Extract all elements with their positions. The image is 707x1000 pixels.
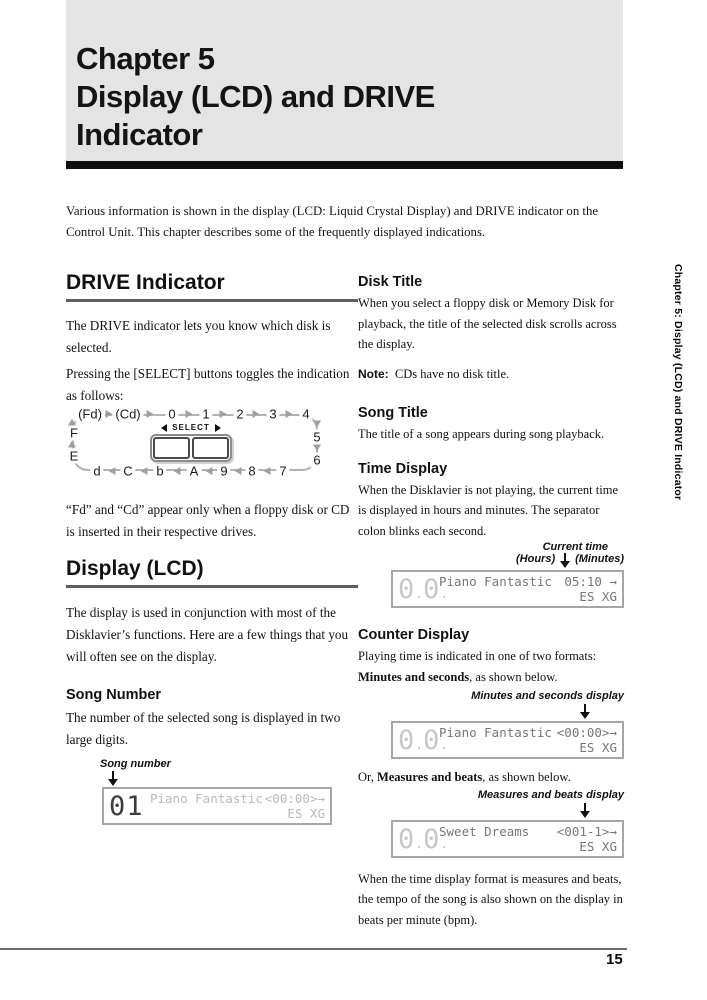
hours-minutes-callout <box>358 553 624 569</box>
chapter-title-block <box>66 0 623 169</box>
select-forward-button <box>192 437 229 459</box>
lcd-status: ES XG <box>579 838 617 854</box>
drive-indicator-heading: DRIVE Indicator <box>66 271 225 294</box>
chapter-title <box>76 40 435 154</box>
or-paragraph <box>358 767 624 788</box>
hours-label: (Hours) <box>516 553 556 565</box>
title-underline-bar <box>66 161 623 169</box>
song-title-paragraph: The title of a song appears during song playback. <box>358 427 605 441</box>
counter-text-bold: Minutes and seconds <box>358 669 470 684</box>
callout-down-arrow-icon <box>580 803 590 819</box>
current-time-callout-label: Current time <box>542 541 608 553</box>
lcd-song-title: Piano Fantastic <box>150 791 263 806</box>
select-right-arrow-icon <box>215 424 221 432</box>
footer-rule <box>0 948 627 950</box>
lcd-song-title: Sweet Dreams <box>439 823 530 839</box>
drive-label-5: 5 <box>310 430 323 445</box>
drive-label-3: 3 <box>266 407 279 422</box>
song-number-callout-label: Song number <box>100 758 171 770</box>
drive-label-7: 7 <box>276 464 289 479</box>
or-text-pre: Or, <box>358 770 377 784</box>
lcd-counter: <001-1>→ <box>556 823 617 839</box>
drive-label-d: d <box>90 464 103 479</box>
select-back-button <box>153 437 190 459</box>
drive-cycle-diagram <box>66 401 358 489</box>
arrow-right-icon <box>147 410 154 418</box>
arrow-down-icon <box>313 445 321 452</box>
note-label: Note: <box>358 366 389 381</box>
lcd-song-digits: 01 <box>109 791 144 822</box>
lcd-status: ES XG <box>579 740 617 755</box>
select-left-arrow-icon <box>161 424 167 432</box>
lcd-display-minutes-seconds <box>391 721 624 759</box>
or-text-post: , as shown below. <box>482 770 571 784</box>
select-buttons <box>150 434 232 462</box>
counter-display-paragraph <box>358 646 624 687</box>
counter-text-pre: Playing time is indicated in one of two formats: <box>358 649 597 663</box>
drive-label-9: 9 <box>217 464 230 479</box>
drive-label-2: 2 <box>233 407 246 422</box>
arrow-right-icon <box>186 410 193 418</box>
right-column <box>358 262 624 930</box>
song-title-heading: Song Title <box>358 405 428 421</box>
page-number: 15 <box>606 951 623 968</box>
song-number-paragraph: The number of the selected song is displayed in two large digits. <box>66 710 341 747</box>
lcd-ghost-digits: 0.0. <box>398 574 449 605</box>
arrow-up-icon <box>68 441 76 448</box>
disk-title-heading: Disk Title <box>358 274 423 290</box>
lcd-ghost-digits: 0.0. <box>398 823 449 855</box>
song-number-heading: Song Number <box>66 687 162 703</box>
lcd-ghost-digits: 0.0. <box>398 725 449 756</box>
arrow-left-icon <box>206 467 213 475</box>
callout-down-arrow-icon <box>580 704 590 720</box>
display-lcd-heading: Display (LCD) <box>66 557 204 580</box>
drive-label-1: 1 <box>199 407 212 422</box>
chapter-title-line2: Display (LCD) and DRIVE <box>76 79 435 114</box>
drive-label-8: 8 <box>245 464 258 479</box>
arrow-left-icon <box>264 467 271 475</box>
section-rule <box>66 585 358 588</box>
arrow-left-icon <box>174 467 181 475</box>
arrow-left-icon <box>235 467 242 475</box>
drive-label-0: 0 <box>165 407 178 422</box>
callout-down-arrow-icon <box>560 553 570 569</box>
select-label: SELECT <box>172 423 210 432</box>
time-display-paragraph: When the Disklavier is not playing, the current time is displayed in hours and minutes. The separator colon blinks each second. <box>358 482 618 538</box>
intro-paragraph: Various information is shown in the display (LCD: Liquid Crystal Display) and DRIVE indicator on the Control Unit. This chapter describes some of the frequently displayed indications. <box>66 204 599 239</box>
minutes-label: (Minutes) <box>575 553 624 565</box>
lcd-current-time: 05:10 → <box>564 574 617 589</box>
arrow-right-icon <box>220 410 227 418</box>
drive-paragraph-2: Pressing the [SELECT] buttons toggles the indication as follows: <box>66 366 350 403</box>
drive-label-cd: (Cd) <box>112 407 143 422</box>
select-buttons-label <box>150 422 232 433</box>
measures-callout-label: Measures and beats display <box>477 788 624 801</box>
counter-display-heading: Counter Display <box>358 627 470 643</box>
lcd-display-song-number <box>102 787 332 825</box>
or-text-bold: Measures and beats <box>376 770 483 784</box>
drive-label-F: F <box>67 426 81 441</box>
lcd-song-title: Piano Fantastic <box>439 725 552 740</box>
lcd-counter: <00:00>→ <box>264 791 325 806</box>
drive-paragraph-3: “Fd” and “Cd” appear only when a floppy disk or CD is inserted in their respective drives. <box>66 502 350 539</box>
arrow-right-icon <box>286 410 293 418</box>
display-lcd-paragraph: The display is used in conjunction with most of the Disklavier’s functions. Here are a few things that you will often see on the display. <box>66 605 349 664</box>
lcd-status: ES XG <box>579 589 617 604</box>
arrow-right-icon <box>106 410 113 418</box>
callout-down-arrow-icon <box>108 771 118 787</box>
time-display-heading: Time Display <box>358 460 448 477</box>
arrow-left-icon <box>141 467 148 475</box>
note-text: CDs have no disk title. <box>394 366 510 381</box>
drive-label-fd: (Fd) <box>75 407 105 422</box>
drive-label-b: b <box>153 464 166 479</box>
chapter-title-line3: Indicator <box>76 117 203 152</box>
lcd-display-time <box>391 570 624 608</box>
section-rule <box>66 299 358 302</box>
counter-text-post: , as shown below. <box>469 669 558 684</box>
lcd-status: ES XG <box>287 806 325 821</box>
sidebar-chapter-tab: Chapter 5: Display (LCD) and DRIVE Indicator <box>672 264 684 501</box>
drive-label-6: 6 <box>310 453 323 468</box>
note-paragraph <box>358 364 624 385</box>
arrow-left-icon <box>109 467 116 475</box>
arrow-right-icon <box>253 410 260 418</box>
arrow-down-icon <box>313 421 321 428</box>
final-paragraph: When the time display format is measures and beats, the tempo of the song is also shown on the display in beats per minute (bpm). <box>358 871 623 927</box>
drive-label-E: E <box>67 449 82 464</box>
disk-title-paragraph: When you select a floppy disk or Memory Disk for playback, the title of the selected disk scrolls across the display. <box>358 296 617 351</box>
chapter-title-line1: Chapter 5 <box>76 41 215 76</box>
lcd-song-title: Piano Fantastic <box>439 574 552 589</box>
drive-paragraph-1: The DRIVE indicator lets you know which disk is selected. <box>66 318 331 355</box>
drive-label-A: A <box>187 464 202 479</box>
drive-label-4: 4 <box>299 407 312 422</box>
drive-label-C: C <box>120 464 135 479</box>
lcd-counter: <00:00>→ <box>556 725 617 740</box>
lcd-display-measures-beats <box>391 820 624 858</box>
arrow-up-icon <box>68 419 76 426</box>
minsec-callout-label: Minutes and seconds display <box>471 690 624 702</box>
left-column <box>66 262 358 825</box>
